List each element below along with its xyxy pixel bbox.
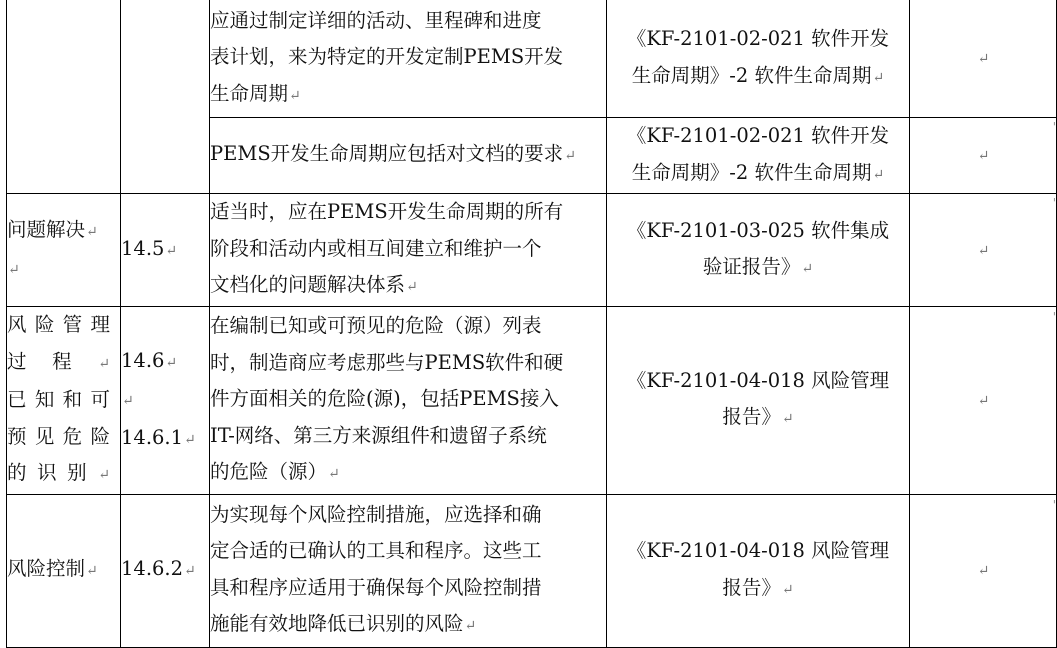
clause-number: 14.6 (121, 348, 165, 372)
table-row (7, 194, 1057, 307)
paragraph-mark-icon: ↵ (977, 563, 990, 580)
paragraph-mark-icon: ↵ (872, 166, 885, 183)
paragraph-mark-icon: ↵ (98, 467, 110, 483)
paragraph-mark-icon: ↵ (98, 355, 110, 372)
paragraph-mark-icon: ↵ (86, 563, 98, 580)
category-line: 的识别 (7, 461, 98, 484)
paragraph-mark-icon: ↵ (8, 262, 20, 278)
reference-line: 《KF-2101-02-021 软件开发 (626, 124, 890, 147)
paragraph-mark-icon: ↵ (977, 393, 990, 409)
row-end-mark: ' (1052, 120, 1056, 134)
note-cell (910, 307, 1057, 495)
reference-cell (607, 0, 910, 118)
requirement-line: PEMS开发生命周期应包括对文档的要求 (210, 142, 564, 166)
table-row (7, 0, 1057, 118)
reference-line: 验证报告》 (702, 255, 801, 278)
requirement-line: 阶段和活动内或相互间建立和维护一个 (210, 236, 542, 260)
table-row (7, 494, 1057, 647)
paragraph-mark-icon: ↵ (977, 242, 990, 259)
reference-line: 《KF-2101-04-018 风险管理 (626, 368, 890, 392)
requirement-line: 施能有效地降低已识别的风险 (210, 612, 464, 635)
reference-line: 《KF-2101-03-025 软件集成 (626, 218, 890, 242)
requirement-cell (210, 494, 607, 647)
paragraph-mark-icon: ↵ (165, 242, 178, 259)
reference-line: 生命周期》-2 软件生命周期 (631, 63, 872, 87)
requirement-line: 在编制已知或可预见的危险（源）列表 (210, 314, 542, 337)
reference-line: 报告》 (722, 405, 781, 429)
requirement-line: 定合适的已确认的工具和程序。这些工 (210, 539, 542, 562)
requirement-line: 的危险（源） (210, 460, 328, 483)
category-line: 风险控制 (7, 557, 86, 581)
category-line: 已知和可 (7, 388, 110, 411)
row-end-mark: ' (1052, 196, 1056, 210)
category-cell (7, 494, 121, 647)
clause-cell (121, 0, 210, 194)
clause-cell (121, 494, 210, 647)
paragraph-mark-icon: ↵ (464, 618, 477, 634)
paragraph-mark-icon: ↵ (184, 431, 196, 448)
reference-line: 《KF-2101-02-021 软件开发 (626, 27, 890, 50)
requirement-line: 为实现每个风险控制措施，应选择和确 (210, 502, 542, 526)
category-cell (7, 0, 121, 194)
requirement-line: 适当时，应在PEMS开发生命周期的所有 (210, 200, 564, 224)
requirement-cell (210, 118, 607, 194)
clause-number: 14.5 (121, 236, 165, 260)
requirement-cell (210, 0, 607, 118)
note-cell (910, 0, 1057, 118)
reference-line: 《KF-2101-04-018 风险管理 (626, 539, 890, 562)
requirement-cell (210, 194, 607, 307)
reference-line: 生命周期》-2 软件生命周期 (631, 160, 872, 184)
category-cell (7, 194, 121, 307)
clause-cell (121, 307, 210, 495)
category-line: 预见危险 (7, 424, 110, 448)
note-cell (910, 494, 1057, 647)
table-row (7, 307, 1057, 495)
category-line: 问题解决 (7, 217, 86, 241)
row-end-mark: ' (1052, 498, 1056, 512)
paragraph-mark-icon: ↵ (289, 87, 301, 104)
paragraph-mark-icon: ↵ (781, 581, 794, 598)
reference-line: 报告》 (722, 575, 781, 599)
requirement-line: 具和程序应适用于确保每个风险控制措 (210, 575, 542, 599)
requirements-table (6, 0, 1057, 648)
clause-number: 14.6.2 (121, 557, 184, 581)
note-cell (910, 118, 1057, 194)
requirement-cell (210, 307, 607, 495)
clause-cell (121, 194, 210, 307)
reference-cell (607, 118, 910, 194)
category-line: 过程 (7, 349, 98, 373)
requirement-line: 生命周期 (210, 81, 289, 105)
paragraph-mark-icon: ↵ (406, 279, 418, 296)
paragraph-mark-icon: ↵ (801, 261, 814, 277)
paragraph-mark-icon: ↵ (328, 466, 340, 482)
requirement-line: 时，制造商应考虑那些与PEMS软件和硬 (210, 350, 564, 374)
paragraph-mark-icon: ↵ (872, 69, 885, 86)
paragraph-mark-icon: ↵ (86, 223, 98, 240)
requirement-line: 表计划，来为特定的开发定制PEMS开发 (210, 45, 564, 69)
category-line: 风险管理 (7, 313, 110, 336)
paragraph-mark-icon: ↵ (564, 148, 576, 165)
category-cell (7, 307, 121, 495)
clause-number: 14.6.1 (121, 425, 184, 449)
requirement-line: 应通过制定详细的活动、里程碑和进度 (210, 8, 542, 32)
paragraph-mark-icon: ↵ (977, 51, 990, 68)
reference-cell (607, 494, 910, 647)
requirement-line: 文档化的问题解决体系 (210, 273, 406, 297)
requirement-line: IT-网络、第三方来源组件和遗留子系统 (210, 423, 547, 447)
requirement-line: 件方面相关的危险(源)，包括PEMS接入 (210, 387, 559, 410)
paragraph-mark-icon: ↵ (781, 411, 794, 428)
row-end-mark: ' (1052, 310, 1056, 324)
reference-cell (607, 307, 910, 495)
paragraph-mark-icon: ↵ (977, 148, 990, 165)
paragraph-mark-icon: ↵ (184, 563, 196, 580)
paragraph-mark-icon: ↵ (165, 354, 178, 371)
note-cell (910, 194, 1057, 307)
reference-cell (607, 194, 910, 307)
paragraph-mark-icon: ↵ (122, 393, 134, 409)
